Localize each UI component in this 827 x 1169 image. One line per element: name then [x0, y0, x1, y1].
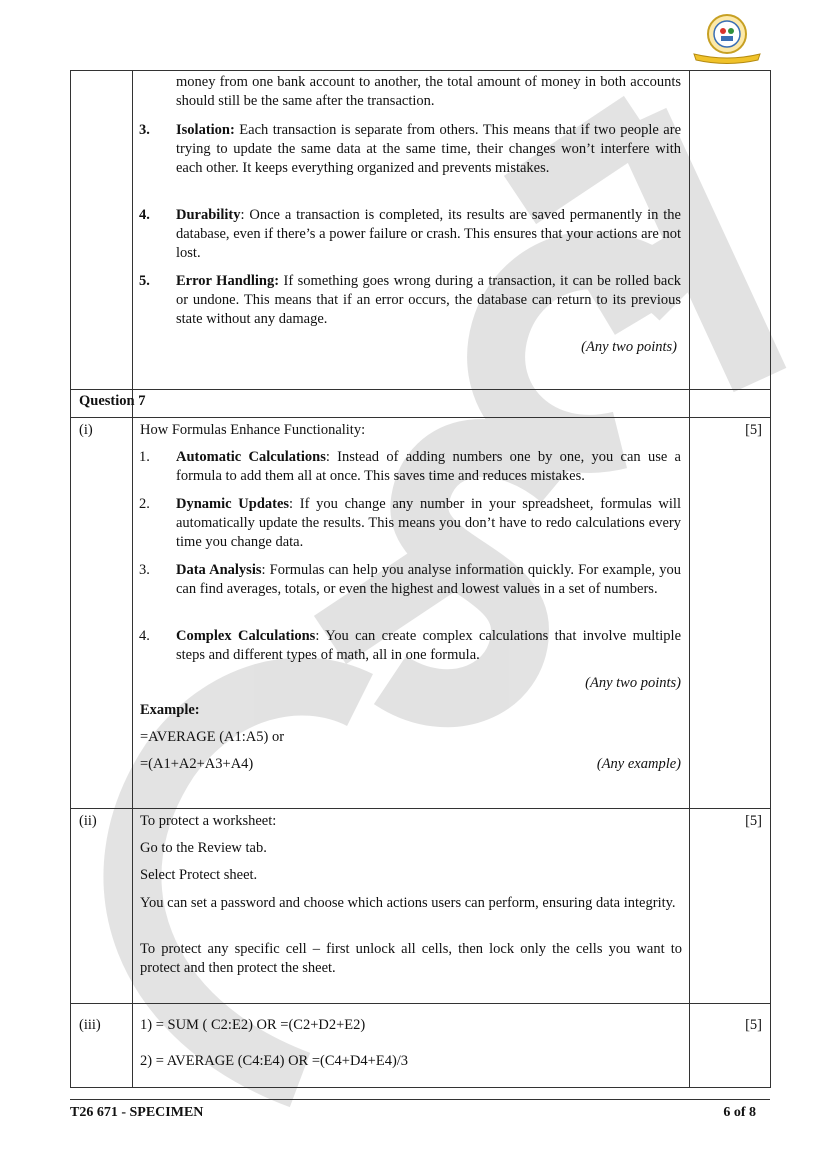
- question-7-heading: Question 7: [79, 393, 146, 409]
- part-i-item-4-num: 4.: [139, 628, 150, 644]
- row-divider: [71, 1003, 770, 1004]
- part-ii-line-5: To protect any specific cell – first unlock all cells, then lock only the cells you want to protect and then protect the sheet.: [140, 941, 682, 976]
- part-ii-line-3: Select Protect sheet.: [140, 867, 258, 883]
- part-i-label: (i): [79, 422, 93, 438]
- example-line-2: =(A1+A2+A3+A4): [140, 756, 254, 772]
- part-i-item-2-num: 2.: [139, 496, 150, 512]
- q6-item-4: Durability: Once a transaction is completed, its results are saved permanently in the database, even if there’s a power failure or crash. This ensures that your actions are not lost.: [176, 207, 681, 261]
- q6-item-3-num: 3.: [139, 122, 150, 138]
- part-i-item-3-num: 3.: [139, 562, 150, 578]
- part-ii-label: (ii): [79, 813, 97, 829]
- part-ii-marks: [5]: [745, 813, 762, 829]
- q6-item-continuation: money from one bank account to another, the total amount of money in both accounts should still be the same after the transaction.: [176, 74, 681, 109]
- part-iii-line-1: 1) = SUM ( C2:E2) OR =(C2+D2+E2): [140, 1017, 366, 1033]
- part-i-item-4: Complex Calculations: You can create complex calculations that involve multiple steps and different types of math, all in one formula.: [176, 628, 681, 663]
- column-divider-1: [132, 71, 133, 1087]
- q6-item-3: Isolation: Each transaction is separate from others. This means that if two people are trying to update the same data at the same time, their changes won’t interfere with each other. It keeps everything organized and prevents mistakes.: [176, 122, 681, 176]
- cisce-logo: [690, 12, 764, 64]
- q6-note: (Any two points): [581, 339, 677, 355]
- row-divider: [71, 389, 770, 390]
- row-divider: [71, 808, 770, 809]
- part-iii-label: (iii): [79, 1017, 101, 1033]
- part-i-item-2: Dynamic Updates: If you change any number in your spreadsheet, formulas will automatically update the results. This means you don’t have to redo calculations every time you change data.: [176, 496, 681, 550]
- part-ii-line-1: To protect a worksheet:: [140, 813, 277, 829]
- column-divider-2: [689, 71, 690, 1087]
- footer-page-number: 6 of 8: [723, 1105, 756, 1120]
- footer-code: T26 671 - SPECIMEN: [70, 1105, 204, 1120]
- row-divider: [71, 417, 770, 418]
- part-iii-line-2: 2) = AVERAGE (C4:E4) OR =(C4+D4+E4)/3: [140, 1053, 409, 1069]
- part-i-item-1: Automatic Calculations: Instead of adding numbers one by one, you can use a formula to add them all at once. This saves time and reduces mistakes.: [176, 449, 681, 484]
- example-heading: Example:: [140, 702, 200, 718]
- part-i-intro: How Formulas Enhance Functionality:: [140, 422, 366, 438]
- example-note: (Any example): [596, 756, 681, 772]
- part-ii-line-4: You can set a password and choose which actions users can perform, ensuring data integrity.: [140, 895, 676, 911]
- part-i-item-3: Data Analysis: Formulas can help you analyse information quickly. For example, you can find averages, totals, or even the highest and lowest values in a set of numbers.: [176, 562, 681, 597]
- part-i-item-1-num: 1.: [139, 449, 150, 465]
- q6-item-5: Error Handling: If something goes wrong during a transaction, it can be rolled back or undone. This means that if an error occurs, the database can return to its previous state without any damage.: [176, 273, 682, 327]
- part-i-note: (Any two points): [585, 675, 681, 691]
- q6-item-4-num: 4.: [139, 207, 150, 223]
- footer-rule: [70, 1099, 770, 1100]
- part-ii-line-2: Go to the Review tab.: [140, 840, 267, 856]
- example-line-1: =AVERAGE (A1:A5) or: [140, 729, 285, 745]
- part-iii-marks: [5]: [745, 1017, 762, 1033]
- q6-item-5-num: 5.: [139, 273, 150, 289]
- part-i-marks: [5]: [745, 422, 762, 438]
- answer-table: [70, 70, 771, 1088]
